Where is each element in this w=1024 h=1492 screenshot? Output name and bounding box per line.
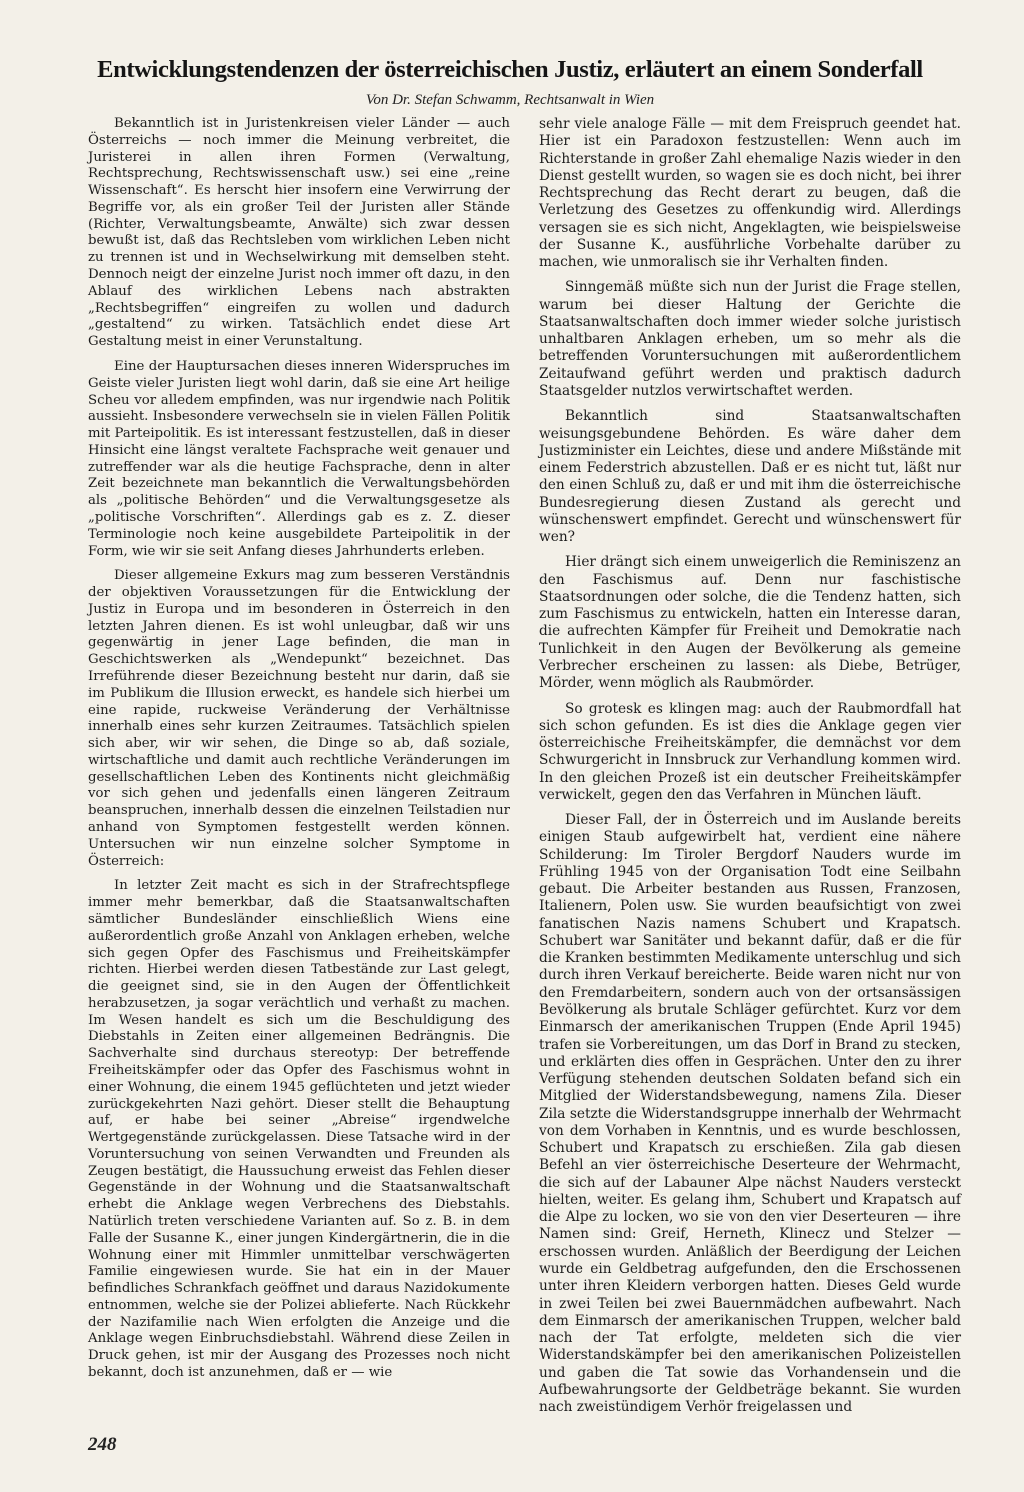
- paragraph: Bekanntlich ist in Juristenkreisen vieler Länder — auch Österreichs — noch immer die Meinung verbreitet, die Juristerei in allen ihren Formen (Verwaltung, Rechtsprechung, Rechtswissenschaft usw.) sei eine „reine Wissenschaft“. Es herscht hier insofern eine Verwirrung der Begriffe vor, als ein großer Teil der Juristen aller Stände (Richter, Verwaltungsbeamte, Anwälte) sich zwar dessen bewußt ist, daß das Rechtsleben vom wirklichen Leben nicht zu trennen ist und in Wechselwirkung mit demselben steht. Dennoch neigt der einzelne Jurist noch immer oft dazu, in den Ablauf des wirklichen Lebens nach abstrakten „Rechtsbegriffen“ eingreifen zu wollen und dadurch „gestaltend“ zu wirken. Tatsächlich endet diese Art Gestaltung meist in einer Verunstaltung.: [88, 116, 510, 350]
- right-column: [539, 116, 961, 1424]
- paragraph: Bekanntlich sind Staatsanwaltschaften weisungsgebundene Behörden. Es wäre daher dem Justizminister ein Leichtes, diese und andere Mißstände mit einem Federstrich abzustellen. Daß er es nicht tut, läßt nur den einen Schluß zu, daß er und mit ihm die österreichische Bundesregierung diesen Zustand als gerecht und wünschenswert empfindet. Gerecht und wünschenswert für wen?: [539, 408, 961, 546]
- paragraph: Sinngemäß müßte sich nun der Jurist die Frage stellen, warum bei dieser Haltung der Gerichte die Staatsanwaltschaften doch immer wieder solche juristisch unhaltbaren Anklagen erheben, um so mehr als die betreffenden Voruntersuchungen mit außerordentlichem Zeitaufwand geführt werden und praktisch dadurch Staatsgelder nutzlos verwirtschaftet werden.: [539, 279, 961, 399]
- paragraph: Hier drängt sich einem unweigerlich die Reminiszenz an den Faschismus auf. Denn nur faschistische Staatsordnungen oder solche, die die Tendenz hatten, sich zum Faschismus zu entwickeln, hatten ein Interesse daran, die aufrechten Kämpfer für Freiheit und Demokratie nach Tunlichkeit in den Augen der Bevölkerung als gemeine Verbrecher erscheinen zu lassen: als Diebe, Betrüger, Mörder, wenn möglich als Raubmörder.: [539, 554, 961, 692]
- paragraph: Eine der Hauptursachen dieses inneren Widerspruches im Geiste vieler Juristen liegt wohl darin, daß sie eine Art heilige Scheu vor alledem empfinden, was nur irgendwie nach Politik aussieht. Insbesondere verwechseln sie in vielen Fällen Politik mit Parteipolitik. Es ist interessant festzustellen, daß in dieser Hinsicht eine längst veraltete Fachsprache weit genauer und zutreffender war als die heutige Fachsprache, denn in alter Zeit bezeichnete man bekanntlich die Verwaltungsbehörden als „politische Behörden“ und die Verwaltungsgesetze als „politische Vorschriften“. Allerdings gab es z. Z. dieser Terminologie noch keine ausgebildete Parteipolitik in der Form, wie wir sie seit Anfang dieses Jahrhunderts erleben.: [88, 358, 510, 559]
- article-title: Entwicklungstendenzen der österreichischen Justiz, erläutert an einem Sonderfall: [97, 56, 923, 83]
- left-column: [88, 116, 510, 1390]
- paragraph: In letzter Zeit macht es sich in der Strafrechtspflege immer mehr bemerkbar, daß die Staatsanwaltschaften sämtlicher Bundesländer einschließlich Wiens eine außerordentlich große Anzahl von Anklagen erheben, welche sich gegen Opfer des Faschismus und Freiheitskämpfer richten. Hierbei werden diesen Tatbestände zur Last gelegt, die geeignet sind, sie in den Augen der Öffentlichkeit herabzusetzen, ja sogar verächtlich und verhaßt zu machen. Im Wesen handelt es sich um die Beschuldigung des Diebstahls in Zeiten einer allgemeinen Bedrängnis. Die Sachverhalte sind durchaus stereotyp: Der betreffende Freiheitskämpfer oder das Opfer des Faschismus wohnt in einer Wohnung, die einem 1945 geflüchteten und jetzt wieder zurückgekehrten Nazi gehört. Dieser stellt die Behauptung auf, er habe bei seiner „Abreise“ irgendwelche Wertgegenstände zurückgelassen. Diese Tatsache wird in der Voruntersuchung von seinen Verwandten und Freunden als Zeugen bestätigt, die Haussuchung erweist das Fehlen dieser Gegenstände in der Wohnung und die Staatsanwaltschaft erhebt die Anklage wegen Verbrechens des Diebstahls. Natürlich treten verschiedene Varianten auf. So z. B. in dem Falle der Susanne K., einer jungen Kindergärtnerin, die in die Wohnung einer mit Himmler unmittelbar verschwägerten Familie eingewiesen wurde. Sie hat ein in der Mauer befindliches Schrankfach geöffnet und daraus Nazidokumente entnommen, welche sie der Polizei ablieferte. Nach Rückkehr der Nazifamilie nach Wien erfolgten die Anzeige und die Anklage wegen Einbruchsdiebstahl. Während diese Zeilen in Druck gehen, ist mir der Ausgang des Prozesses noch nicht bekannt, doch ist anzunehmen, daß er — wie: [88, 878, 510, 1381]
- paragraph: Dieser Fall, der in Österreich und im Auslande bereits einigen Staub aufgewirbelt hat, verdient eine nähere Schilderung: Im Tiroler Bergdorf Nauders wurde im Frühling 1945 von der Organisation Todt eine Seilbahn gebaut. Die Arbeiter bestanden aus Russen, Franzosen, Italienern, Polen usw. Sie wurden beaufsichtigt von zwei fanatischen Nazis namens Schubert und Krapatsch. Schubert war Sanitäter und bekannt dafür, daß er die für die Kranken bestimmten Medikamente unterschlug und sich durch ihren Verkauf bereicherte. Beide waren nicht nur von den Fremdarbeitern, sondern auch von der ortsansässigen Bevölkerung als brutale Schläger gefürchtet. Kurz vor dem Einmarsch der amerikanischen Truppen (Ende April 1945) trafen sie Vorbereitungen, um das Dorf in Brand zu stecken, und erklärten dies offen in Gesprächen. Unter den zu ihrer Verfügung stehenden deutschen Soldaten befand sich ein Mitglied der Widerstandsbewegung, namens Zila. Dieser Zila setzte die Widerstandsgruppe innerhalb der Wehrmacht von dem Vorhaben in Kenntnis, und es wurde beschlossen, Schubert und Krapatsch zu erschießen. Zila gab diesen Befehl an vier österreichische Deserteure der Wehrmacht, die sich auf der Labauner Alpe nächst Nauders versteckt hielten, weiter. Es gelang ihm, Schubert und Krapatsch auf die Alpe zu locken, wo sie von den vier Deserteuren — ihre Namen sind: Greif, Herneth, Klinecz und Stelzer — erschossen wurden. Anläßlich der Beerdigung der Leichen wurde ein Geldbetrag aufgefunden, den die Erschossenen unter ihren Kleidern verborgen hatten. Dieses Geld wurde in zwei Teilen bei zwei Bauernmädchen aufbewahrt. Nach dem Einmarsch der amerikanischen Truppen, welcher bald nach der Tat erfolgte, meldeten sich die vier Widerstandskämpfer bei den amerikanischen Polizeistellen und gaben die Tat sowie das Vorhandensein und die Aufbewahrungsorte der Geldbeträge bekannt. Sie wurden nach zweistündigem Verhör freigelassen und: [539, 812, 961, 1416]
- paragraph: sehr viele analoge Fälle — mit dem Freispruch geendet hat. Hier ist ein Paradoxon festzustellen: Wenn auch im Richterstande in großer Zahl ehemalige Nazis wieder in den Dienst gestellt wurden, so wagen sie es doch nicht, bei ihrer Rechtsprechung das Recht derart zu beugen, daß die Verletzung des Gesetzes zu offenkundig wird. Allerdings versagen sie es sich nicht, Angeklagten, wie beispielsweise der Susanne K., ausführliche Vorbehalte darüber zu machen, wie unmoralisch sie ihr Verhalten finden.: [539, 116, 961, 271]
- article-byline: Von Dr. Stefan Schwamm, Rechtsanwalt in Wien: [365, 92, 655, 108]
- page-number: 248: [88, 1434, 117, 1455]
- paragraph: Dieser allgemeine Exkurs mag zum besseren Verständnis der objektiven Voraussetzungen für die Entwicklung der Justiz in Europa und im besonderen in Österreich in den letzten Jahren dienen. Es ist wohl unleugbar, daß wir uns gegenwärtig in jener Lage befinden, die man in Geschichtswerken als „Wendepunkt“ bezeichnet. Das Irreführende dieser Bezeichnung besteht nur darin, daß sie im Publikum die Illusion erweckt, es handele sich hierbei um eine rapide, ruckweise Veränderung der Verhältnisse innerhalb eines sehr kurzen Zeitraumes. Tatsächlich spielen sich aber, wir wir sehen, die Dinge so ab, daß soziale, wirtschaftliche und damit auch rechtliche Veränderungen im gesellschaftlichen Leben des Kontinents nicht gleichmäßig vor sich gehen und jedenfalls einen längeren Zeitraum beanspruchen, innerhalb dessen die einzelnen Teilstadien nur anhand von Symptomen festgestellt werden können. Untersuchen wir nun einzelne solcher Symptome in Österreich:: [88, 568, 510, 869]
- paragraph: So grotesk es klingen mag: auch der Raubmordfall hat sich schon gefunden. Es ist dies die Anklage gegen vier österreichische Freiheitskämpfer, die demnächst vor dem Schwurgericht in Innsbruck zur Verhandlung kommen wird. In den gleichen Prozeß ist ein deutscher Freiheitskämpfer verwickelt, gegen den das Verfahren in München läuft.: [539, 700, 961, 803]
